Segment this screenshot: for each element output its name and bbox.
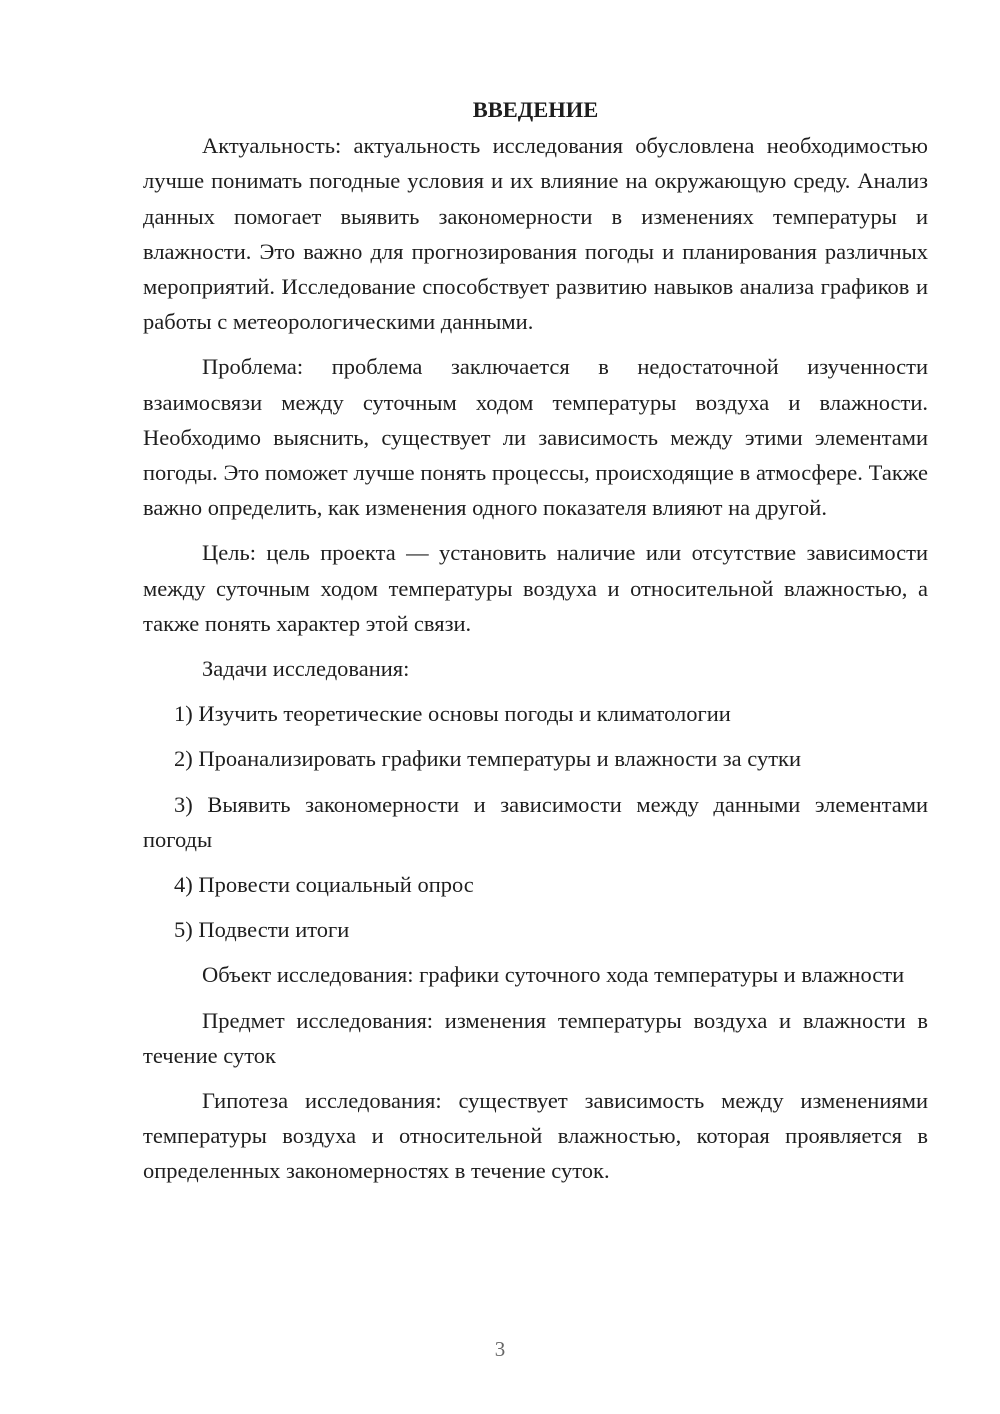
task-item: 5) Подвести итоги bbox=[174, 917, 350, 943]
section-title: ВВЕДЕНИЕ bbox=[472, 97, 599, 122]
tasks-heading: Задачи исследования: bbox=[202, 656, 410, 682]
subject-paragraph: Предмет исследования: изменения температуры воздуха и влажности в течение суток bbox=[143, 1007, 928, 1068]
task-item: 3) Выявить закономерности и зависимости между данными элементами погоды bbox=[143, 791, 928, 852]
page-content bbox=[143, 92, 928, 1199]
goal-paragraph: Цель: цель проекта — установить наличие или отсутствие зависимости между суточным ходом температуры воздуха и относительной влажностью, а также понять характер этой связи. bbox=[143, 540, 928, 636]
task-item: 4) Провести социальный опрос bbox=[174, 872, 474, 898]
hypothesis-paragraph: Гипотеза исследования: существует зависимость между изменениями температуры воздуха и относительной влажностью, которая проявляется в определенных закономерностях в течение суток. bbox=[143, 1088, 928, 1184]
relevance-paragraph: Актуальность: актуальность исследования обусловлена необходимостью лучше понимать погодные условия и их влияние на окружающую среду. Анализ данных помогает выявить закономерности в изменениях температуры и влажности. Это важно для прогнозирования погоды и планирования различных мероприятий. Исследование способствует развитию навыков анализа графиков и работы с метеорологическими данными. bbox=[143, 133, 928, 335]
task-item: 1) Изучить теоретические основы погоды и климатологии bbox=[174, 701, 731, 727]
page-number: 3 bbox=[494, 1337, 506, 1361]
task-item: 2) Проанализировать графики температуры и влажности за сутки bbox=[174, 746, 802, 772]
problem-paragraph: Проблема: проблема заключается в недостаточной изученности взаимосвязи между суточным ходом температуры воздуха и влажности. Необходимо выяснить, существует ли зависимость между этими элементами погоды. Это поможет лучше понять процессы, происходящие в атмосфере. Также важно определить, как изменения одного показателя влияют на другой. bbox=[143, 354, 928, 521]
object-paragraph: Объект исследования: графики суточного хода температуры и влажности bbox=[202, 962, 905, 988]
